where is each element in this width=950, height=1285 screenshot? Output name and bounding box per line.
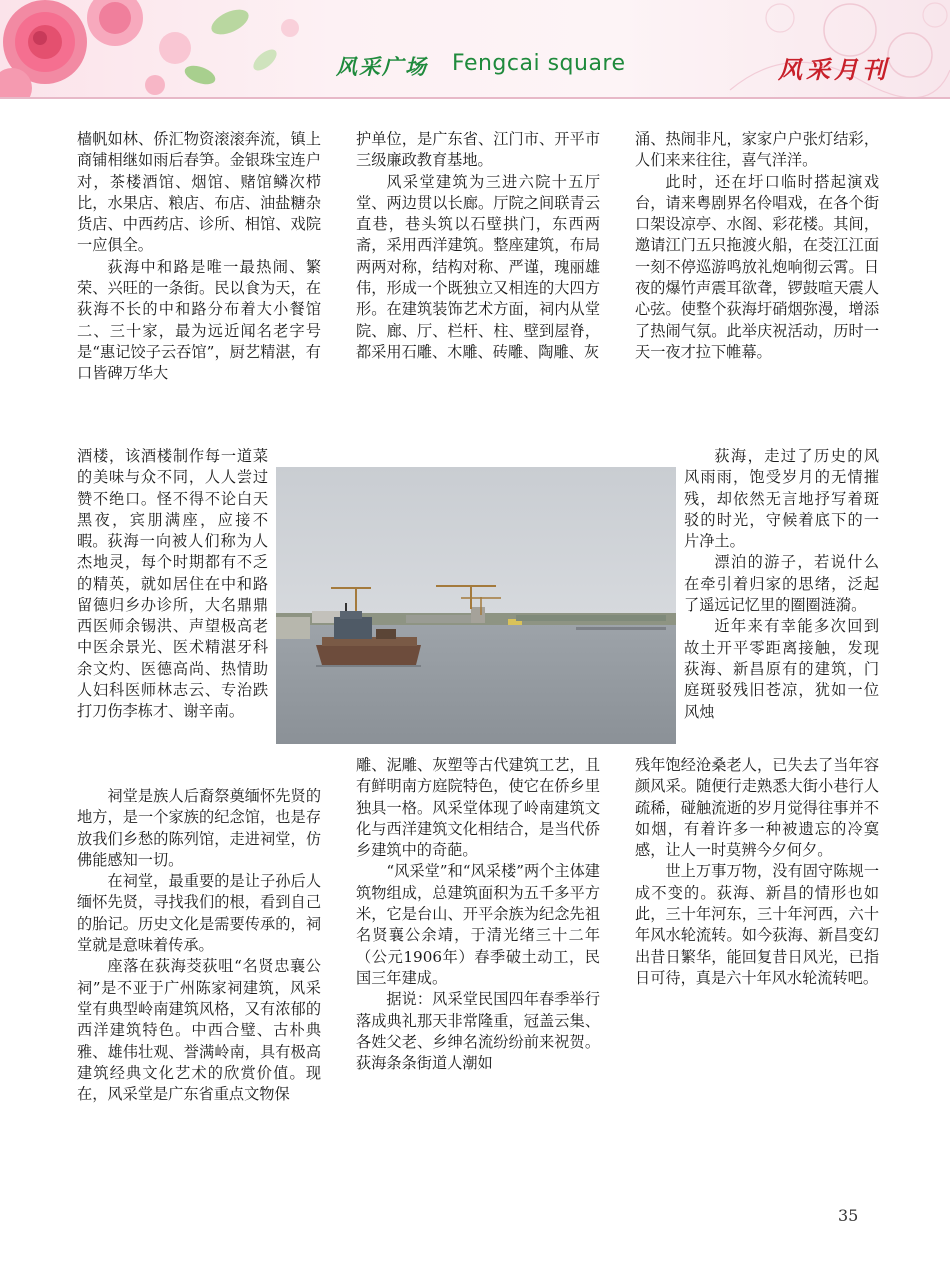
paragraph: 据说：风采堂民国四年春季举行落成典礼那天非常隆重，冠盖云集、各姓父老、乡绅名流纷纷前来祝贺。荻海条条街道人潮如: [356, 990, 600, 1073]
paragraph: 酒楼，该酒楼制作每一道菜的美味与众不同，人人尝过赞不绝口。怪不得不论白天黑夜，宾朋满座，应接不暇。: [77, 447, 268, 551]
column-3-bottom: [635, 755, 879, 989]
paragraph: 荻海，走过了历史的风风雨雨，饱受岁月的无情摧残，却依然无言地抒写着斑驳的时光，守候着底下的一片净土。: [684, 447, 879, 551]
paragraph: 在祠堂，最重要的是让子孙后人缅怀先贤，寻找我们的根，看到自己的胎记。历史文化是需要传承的，祠堂就是意味着传承。: [77, 872, 321, 955]
paragraph: 涌、热闹非凡，家家户户张灯结彩，人们来来往往，喜气洋洋。: [635, 130, 879, 170]
paragraph: 祠堂是族人后裔祭奠缅怀先贤的地方，是一个家族的纪念馆，也是存放我们乡愁的陈列馆，走进祠堂，仿佛能感知一切。: [77, 787, 321, 869]
section-title-en: Fengcai square: [452, 51, 626, 76]
paragraph: 雕、泥雕、灰塑等古代建筑工艺，且有鲜明南方庭院特色，使它在侨乡里独具一格。风采堂体现了岭南建筑文化与西洋建筑文化相结合，是当代侨乡建筑中的奇葩。: [356, 756, 600, 860]
page-number: 35: [838, 1206, 859, 1225]
column-3-narrow: [684, 446, 879, 723]
section-title-cn: 风采广场: [336, 54, 428, 79]
page-header: [0, 0, 950, 98]
paragraph: “风采堂”和“风采楼”两个主体建筑物组成，总建筑面积为五千多平方米，它是台山、开平余族为纪念先祖名贤襄公余靖，于清光绪三十二年（公元1906年）春季破土动工，民国三年建成。: [356, 862, 600, 987]
column-1-narrow: [77, 531, 268, 723]
paragraph: 荻海中和路是唯一最热闹、繁荣、兴旺的一条街。民以食为天，在荻海不长的中和路分布着大小餐馆二、三十家，最为远近闻名老字号是“惠记饺子云吞馆”，厨艺精湛，有口皆碑万华大: [77, 257, 321, 383]
paragraph: 风采堂建筑为三进六院十五厅堂、两边贯以长廊。厅院之间联青云直巷，巷头筑以石壁拱门，东西两斋，采用西洋建筑。整座建筑，布局两两对称，结构对称、严谨，瑰丽雄伟，形成一个既独立又相连的大四方形。在建筑装饰艺术方面，祠内从堂院、廊、厅、栏杆、柱、壁到屋脊，都采用石雕、木雕、砖雕、陶雕、灰: [356, 172, 600, 361]
paragraph: 荻海一向被人们称为人杰地灵，每个时期都有不乏的精英，就如居住在中和路留德归乡办诊所，大名鼎鼎西医师余锡洪、声望极高老中医余景光、医术精湛牙科余文灼、医德高尚、热情助人妇科医师林志云、专治跌打刀伤李栋才、谢辛南。: [77, 532, 268, 721]
header-divider: [0, 97, 950, 99]
roses-decoration: [0, 0, 330, 98]
river-photo: [276, 467, 676, 744]
paragraph: 近年来有幸能多次回到故土开平零距离接触，发现荻海、新昌原有的建筑，门庭斑驳残旧苍凉，犹如一位风烛: [684, 617, 879, 721]
paragraph: 世上万事万物，没有固守陈规一成不变的。荻海、新昌的情形也如此，三十年河东，三十年河西，六十年风水轮流转。如今荻海、新昌变幻出昔日繁华，能回复昔日风光，已指日可待，真是六十年风水轮流转吧。: [635, 862, 879, 987]
paragraph: 漂泊的游子，若说什么在牵引着归家的思绪，泛起了遥远记忆里的圈圈涟漪。: [684, 553, 879, 615]
paragraph: 残年饱经沧桑老人，已失去了当年容颜风采。随便行走熟悉大街小巷行人疏稀，碰触流逝的岁月觉得往事并不如烟，有着许多一种被遗忘的冷寞感，让人一时莫辨今夕何夕。: [635, 756, 879, 860]
paragraph: 座落在荻海茭荻咀“名贤忠襄公祠”是不亚于广州陈家祠建筑，风采堂有典型岭南建筑风格，又有浓郁的西洋建筑特色。中西合璧、古朴典雅、雄伟壮观、誉满岭南，具有极高建筑经典文化艺术的欣赏价值。现在，风采堂是广东省重点文物保: [77, 957, 321, 1104]
column-1-bottom: [77, 786, 321, 1105]
paragraph: 樯帆如林、侨汇物资滚滚奔流，镇上商铺相继如雨后春笋。金银珠宝连户对，茶楼酒馆、烟馆、赌馆鳞次栉比，水果店、粮店、布店、油盐糖杂货店、中西药店、诊所、相馆、戏院一应俱全。: [77, 130, 321, 255]
paragraph: 此时，还在圩口临时搭起演戏台，请来粤剧界名伶唱戏，在各个街口架设凉亭、水阁、彩花楼。其间，邀请江门五只拖渡火船，在茭江江面一刻不停巡游鸣放礼炮响彻云霄。日夜的爆竹声震耳欲聋，锣鼓喧天震人心弦。使整个荻海圩硝烟弥漫，增添了热闹气氛。此举庆祝活动，历时一天一夜才拉下帷幕。: [635, 172, 879, 361]
column-2-bottom: [356, 755, 600, 1074]
magazine-name: 风采月刊: [778, 55, 890, 84]
column-3-top: [635, 129, 879, 363]
column-1-top: [77, 129, 321, 385]
column-2-top: [356, 129, 600, 363]
paragraph: 护单位，是广东省、江门市、开平市三级廉政教育基地。: [356, 130, 600, 170]
